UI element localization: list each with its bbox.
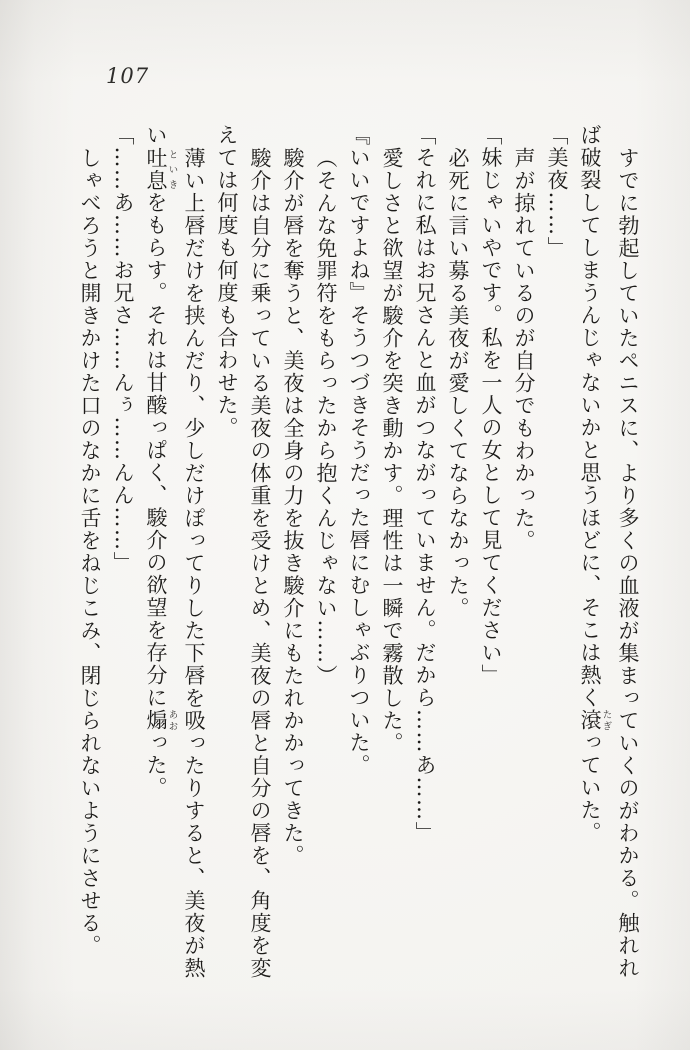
text-line: 「妹じゃいやです。私を一人の女として見てください」 [479,124,503,687]
text-columns [73,124,644,998]
text-line: 駿介は自分に乗っている美夜の体重を受けとめ、美夜の唇と自分の唇を、角度を変 [248,146,272,979]
text-line: ば破裂してしまうんじゃないかと思うほどに、そこは熱く滾たぎっていた。 [578,124,612,844]
text-line: 「……あ……お兄さ……んぅ……んん……」 [111,124,135,574]
text-line: 愛しさと欲望が駿介を突き動かす。理性は一瞬で霧散した。 [380,146,404,754]
text-line: い吐息といきをもらす。それは甘酸っぱく、駿介の欲望を存分に煽あおった。 [144,124,178,799]
text-line: 必死に言い募る美夜が愛しくてならなかった。 [446,146,470,619]
text-line: 『いいですよね』そうつづきそうだった唇にむしゃぶりついた。 [347,124,371,777]
text-line: 「それに私はお兄さんと血がつながっていません。だから……あ……」 [413,124,437,844]
text-line: 薄い上唇だけを挟んだり、少しだけぽってりした下唇を吸ったりすると、美夜が熱 [182,146,206,979]
text-line: 駿介が唇を奪うと、美夜は全身の力を抜き駿介にもたれかかってきた。 [281,146,305,867]
text-line: えては何度も何度も合わせた。 [215,124,239,439]
text-line: 「美夜……」 [545,124,569,259]
text-line: すでに勃起していたペニスに、より多くの血液が集まっていくのがわかる。触れれ [616,146,640,979]
text-line: 声が掠れているのが自分でもわかった。 [512,146,536,552]
furigana-ruby: 煽あお [144,709,178,732]
furigana-ruby: 吐息といき [144,146,178,192]
furigana-ruby: 滾たぎ [578,709,612,732]
text-line: （そんな免罪符をもらったから抱くんじゃない……） [314,146,338,687]
text-line: しゃべろうと開きかけた口のなかに舌をねじこみ、閉じられないようにさせる。 [78,146,102,957]
page-number: 107 [106,64,150,88]
